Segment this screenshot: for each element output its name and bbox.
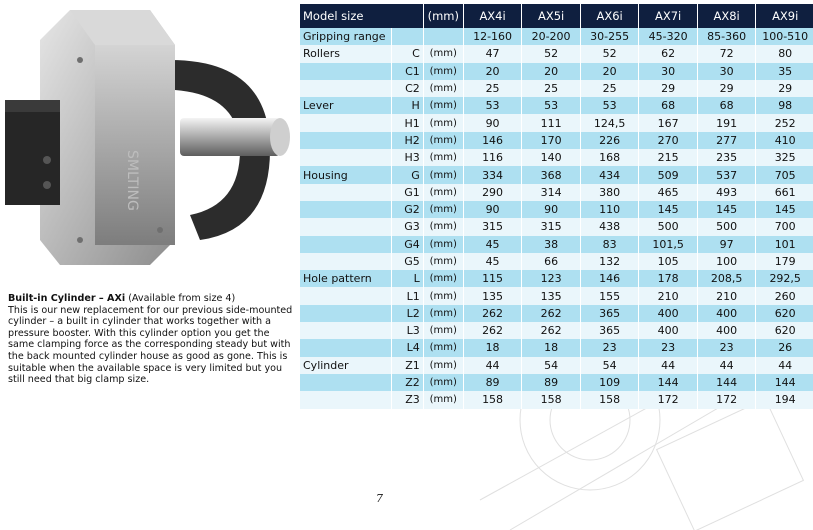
table-row <box>300 184 813 201</box>
row-value: 101,5 <box>639 236 698 253</box>
row-unit: (mm) <box>423 270 463 287</box>
row-value: 53 <box>522 97 581 114</box>
row-value: 90 <box>522 201 581 218</box>
row-value: 438 <box>580 218 639 235</box>
row-value: 400 <box>697 322 756 339</box>
row-value: 44 <box>463 357 522 374</box>
row-value: 144 <box>639 374 698 391</box>
row-group-label <box>300 305 392 322</box>
table-row <box>300 149 813 166</box>
table-row <box>300 270 813 287</box>
row-unit: (mm) <box>423 322 463 339</box>
row-unit: (mm) <box>423 287 463 304</box>
row-value: 178 <box>639 270 698 287</box>
row-value: 661 <box>756 184 813 201</box>
row-value: 25 <box>522 80 581 97</box>
row-value: 705 <box>756 166 813 183</box>
row-value: 465 <box>639 184 698 201</box>
row-symbol: Z1 <box>391 357 423 374</box>
row-value: 29 <box>756 80 813 97</box>
row-symbol: L4 <box>391 339 423 356</box>
row-unit: (mm) <box>423 45 463 62</box>
row-group-label <box>300 374 392 391</box>
row-value: 500 <box>697 218 756 235</box>
row-value: 20-200 <box>522 28 581 45</box>
row-value: 23 <box>697 339 756 356</box>
row-value: 380 <box>580 184 639 201</box>
row-value: 85-360 <box>697 28 756 45</box>
row-group-label: Lever <box>300 97 392 114</box>
row-value: 210 <box>639 287 698 304</box>
table-row <box>300 218 813 235</box>
table-row <box>300 287 813 304</box>
row-value: 158 <box>580 391 639 408</box>
table-row <box>300 253 813 270</box>
row-unit: (mm) <box>423 80 463 97</box>
row-symbol: G4 <box>391 236 423 253</box>
row-value: 365 <box>580 305 639 322</box>
row-value: 194 <box>756 391 813 408</box>
model-ax8i: AX8i <box>697 4 756 28</box>
table-row <box>300 166 813 183</box>
table-row <box>300 80 813 97</box>
model-ax9i: AX9i <box>756 4 813 28</box>
row-value: 100 <box>697 253 756 270</box>
row-value: 172 <box>697 391 756 408</box>
page-number: 7 <box>376 492 383 505</box>
description-text <box>8 293 298 386</box>
row-value: 30-255 <box>580 28 639 45</box>
row-value: 62 <box>639 45 698 62</box>
row-value: 110 <box>580 201 639 218</box>
row-value: 89 <box>463 374 522 391</box>
row-group-label <box>300 236 392 253</box>
row-value: 292,5 <box>756 270 813 287</box>
row-value: 30 <box>697 63 756 80</box>
row-value: 18 <box>522 339 581 356</box>
row-value: 700 <box>756 218 813 235</box>
row-value: 90 <box>463 201 522 218</box>
row-value: 262 <box>522 322 581 339</box>
row-value: 168 <box>580 149 639 166</box>
header-unit: (mm) <box>423 4 463 28</box>
row-symbol: G5 <box>391 253 423 270</box>
row-value: 146 <box>463 132 522 149</box>
table-header-row <box>300 4 813 28</box>
row-group-label <box>300 339 392 356</box>
row-value: 132 <box>580 253 639 270</box>
row-value: 252 <box>756 114 813 131</box>
row-value: 53 <box>463 97 522 114</box>
row-symbol: G <box>391 166 423 183</box>
row-value: 400 <box>639 322 698 339</box>
row-value: 145 <box>697 201 756 218</box>
table-row <box>300 305 813 322</box>
row-unit: (mm) <box>423 305 463 322</box>
row-value: 44 <box>756 357 813 374</box>
row-symbol <box>391 28 423 45</box>
row-value: 47 <box>463 45 522 62</box>
row-value: 434 <box>580 166 639 183</box>
row-value: 620 <box>756 305 813 322</box>
row-symbol: H1 <box>391 114 423 131</box>
row-value: 260 <box>756 287 813 304</box>
table-row <box>300 63 813 80</box>
row-value: 179 <box>756 253 813 270</box>
row-value: 135 <box>522 287 581 304</box>
row-symbol: L2 <box>391 305 423 322</box>
row-unit: (mm) <box>423 357 463 374</box>
row-value: 26 <box>756 339 813 356</box>
row-value: 45 <box>463 236 522 253</box>
row-value: 18 <box>463 339 522 356</box>
table-row <box>300 45 813 62</box>
row-group-label <box>300 201 392 218</box>
row-value: 66 <box>522 253 581 270</box>
row-value: 23 <box>580 339 639 356</box>
row-value: 140 <box>522 149 581 166</box>
table-row <box>300 357 813 374</box>
row-value: 365 <box>580 322 639 339</box>
row-group-label <box>300 391 392 408</box>
row-value: 52 <box>580 45 639 62</box>
row-symbol: C2 <box>391 80 423 97</box>
row-value: 315 <box>522 218 581 235</box>
description-title: Built-in Cylinder – AXi <box>8 293 126 304</box>
model-ax4i: AX4i <box>463 4 522 28</box>
row-value: 172 <box>639 391 698 408</box>
table-row <box>300 391 813 408</box>
row-value: 290 <box>463 184 522 201</box>
row-value: 500 <box>639 218 698 235</box>
row-value: 144 <box>697 374 756 391</box>
row-value: 101 <box>756 236 813 253</box>
model-size-label: Model size <box>300 4 424 28</box>
row-value: 262 <box>463 322 522 339</box>
model-ax7i: AX7i <box>639 4 698 28</box>
row-value: 145 <box>756 201 813 218</box>
row-group-label <box>300 114 392 131</box>
row-unit <box>423 28 463 45</box>
row-group-label: Housing <box>300 166 392 183</box>
row-group-label: Cylinder <box>300 357 392 374</box>
row-value: 115 <box>463 270 522 287</box>
row-value: 97 <box>697 236 756 253</box>
row-group-label <box>300 322 392 339</box>
row-unit: (mm) <box>423 391 463 408</box>
row-value: 135 <box>463 287 522 304</box>
row-unit: (mm) <box>423 201 463 218</box>
row-value: 208,5 <box>697 270 756 287</box>
row-group-label <box>300 253 392 270</box>
row-group-label <box>300 218 392 235</box>
row-value: 537 <box>697 166 756 183</box>
row-symbol: H <box>391 97 423 114</box>
row-value: 44 <box>639 357 698 374</box>
row-symbol: G2 <box>391 201 423 218</box>
model-ax5i: AX5i <box>522 4 581 28</box>
table-row <box>300 114 813 131</box>
row-unit: (mm) <box>423 184 463 201</box>
row-value: 89 <box>522 374 581 391</box>
row-group-label <box>300 132 392 149</box>
row-value: 109 <box>580 374 639 391</box>
row-symbol: L <box>391 270 423 287</box>
row-value: 314 <box>522 184 581 201</box>
row-symbol: G3 <box>391 218 423 235</box>
row-unit: (mm) <box>423 339 463 356</box>
row-value: 145 <box>639 201 698 218</box>
row-unit: (mm) <box>423 166 463 183</box>
row-value: 144 <box>756 374 813 391</box>
row-value: 38 <box>522 236 581 253</box>
row-value: 68 <box>639 97 698 114</box>
model-ax6i: AX6i <box>580 4 639 28</box>
row-group-label: Gripping range <box>300 28 392 45</box>
row-value: 262 <box>463 305 522 322</box>
row-value: 52 <box>522 45 581 62</box>
row-value: 20 <box>522 63 581 80</box>
row-group-label <box>300 63 392 80</box>
row-unit: (mm) <box>423 132 463 149</box>
row-value: 493 <box>697 184 756 201</box>
row-value: 20 <box>580 63 639 80</box>
product-photo <box>0 0 300 270</box>
row-value: 72 <box>697 45 756 62</box>
row-value: 210 <box>697 287 756 304</box>
row-symbol: L3 <box>391 322 423 339</box>
row-value: 270 <box>639 132 698 149</box>
row-unit: (mm) <box>423 114 463 131</box>
row-value: 235 <box>697 149 756 166</box>
row-value: 54 <box>580 357 639 374</box>
row-value: 226 <box>580 132 639 149</box>
description-body: This is our new replacement for our previous side-mounted cylinder – a built in cylinder that works together with a pressure booster. With this cylinder option you get the same clamping force as the corresponding steady but with the back mounted cylinder house as good as gone. This is suitable when the available space is very limited but you still need that big clamp size. <box>8 304 293 386</box>
row-value: 277 <box>697 132 756 149</box>
row-symbol: H3 <box>391 149 423 166</box>
row-value: 509 <box>639 166 698 183</box>
row-value: 262 <box>522 305 581 322</box>
row-value: 29 <box>639 80 698 97</box>
row-value: 325 <box>756 149 813 166</box>
spec-table <box>299 4 813 409</box>
row-group-label: Hole pattern <box>300 270 392 287</box>
row-value: 167 <box>639 114 698 131</box>
description-title-note: (Available from size 4) <box>125 293 236 304</box>
row-value: 123 <box>522 270 581 287</box>
row-value: 25 <box>463 80 522 97</box>
table-row <box>300 339 813 356</box>
row-value: 368 <box>522 166 581 183</box>
row-value: 215 <box>639 149 698 166</box>
table-row <box>300 322 813 339</box>
row-value: 400 <box>697 305 756 322</box>
row-value: 116 <box>463 149 522 166</box>
row-value: 155 <box>580 287 639 304</box>
row-value: 12-160 <box>463 28 522 45</box>
row-value: 334 <box>463 166 522 183</box>
row-value: 23 <box>639 339 698 356</box>
row-value: 146 <box>580 270 639 287</box>
row-symbol: Z2 <box>391 374 423 391</box>
row-value: 29 <box>697 80 756 97</box>
row-symbol: C1 <box>391 63 423 80</box>
row-group-label <box>300 184 392 201</box>
row-value: 410 <box>756 132 813 149</box>
table-row <box>300 132 813 149</box>
row-value: 111 <box>522 114 581 131</box>
row-unit: (mm) <box>423 374 463 391</box>
row-value: 20 <box>463 63 522 80</box>
row-value: 100-510 <box>756 28 813 45</box>
row-value: 53 <box>580 97 639 114</box>
row-value: 105 <box>639 253 698 270</box>
table-row <box>300 28 813 45</box>
row-value: 400 <box>639 305 698 322</box>
row-group-label <box>300 287 392 304</box>
row-group-label <box>300 80 392 97</box>
row-unit: (mm) <box>423 253 463 270</box>
row-value: 25 <box>580 80 639 97</box>
table-row <box>300 236 813 253</box>
table-row <box>300 201 813 218</box>
row-unit: (mm) <box>423 236 463 253</box>
row-group-label <box>300 149 392 166</box>
row-value: 124,5 <box>580 114 639 131</box>
row-value: 45 <box>463 253 522 270</box>
row-value: 191 <box>697 114 756 131</box>
row-value: 80 <box>756 45 813 62</box>
row-value: 158 <box>522 391 581 408</box>
row-value: 45-320 <box>639 28 698 45</box>
row-symbol: G1 <box>391 184 423 201</box>
row-value: 158 <box>463 391 522 408</box>
row-unit: (mm) <box>423 218 463 235</box>
row-unit: (mm) <box>423 149 463 166</box>
row-value: 54 <box>522 357 581 374</box>
row-value: 315 <box>463 218 522 235</box>
row-symbol: H2 <box>391 132 423 149</box>
row-value: 35 <box>756 63 813 80</box>
row-value: 68 <box>697 97 756 114</box>
row-unit: (mm) <box>423 97 463 114</box>
row-symbol: C <box>391 45 423 62</box>
table-row <box>300 97 813 114</box>
row-group-label: Rollers <box>300 45 392 62</box>
row-symbol: L1 <box>391 287 423 304</box>
row-value: 170 <box>522 132 581 149</box>
row-unit: (mm) <box>423 63 463 80</box>
row-value: 98 <box>756 97 813 114</box>
svg-text:SMLTING: SMLTING <box>124 150 140 211</box>
row-value: 30 <box>639 63 698 80</box>
table-row <box>300 374 813 391</box>
row-value: 620 <box>756 322 813 339</box>
row-value: 44 <box>697 357 756 374</box>
row-symbol: Z3 <box>391 391 423 408</box>
row-value: 90 <box>463 114 522 131</box>
row-value: 83 <box>580 236 639 253</box>
